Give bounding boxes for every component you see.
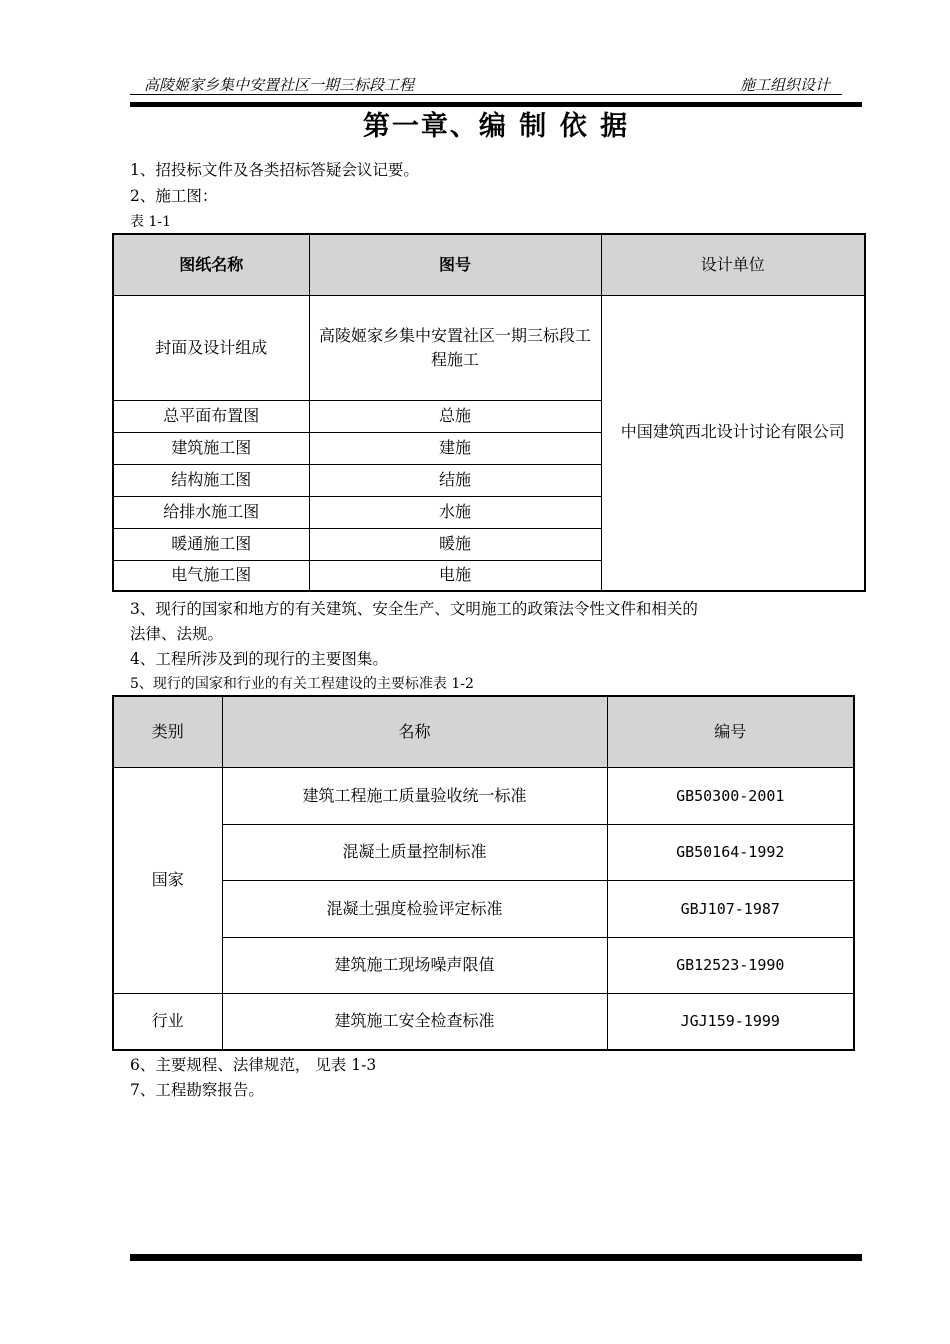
footer-rule (130, 1254, 862, 1261)
standards-table (112, 695, 855, 1051)
standard-name-cell: 混凝土质量控制标准 (222, 824, 607, 880)
table1-caption: 表 1-1 (130, 214, 171, 230)
table-header-row (113, 696, 854, 767)
standard-code-cell: GB50164-1992 (607, 824, 854, 880)
table-row (113, 993, 854, 1050)
drawing-name-cell: 封面及设计组成 (113, 295, 309, 400)
drawing-no-cell: 总施 (309, 400, 601, 432)
table-row (113, 295, 865, 400)
table-header-row (113, 234, 865, 295)
table-row (113, 767, 854, 824)
drawing-name-cell: 建筑施工图 (113, 432, 309, 464)
col-header-code: 编号 (607, 696, 854, 767)
paragraph-6: 6、主要规程、法律规范， 见表 1-3 (130, 1056, 377, 1074)
category-cell: 国家 (113, 767, 222, 993)
header-project-name: 高陵姬家乡集中安置社区一期三标段工程 (144, 76, 415, 94)
col-header-drawing-name: 图纸名称 (113, 234, 309, 295)
drawing-no-cell: 高陵姬家乡集中安置社区一期三标段工程施工 (309, 295, 601, 400)
drawing-no-cell: 水施 (309, 496, 601, 528)
drawing-no-cell: 暖施 (309, 528, 601, 560)
paragraph-2: 2、施工图： (130, 187, 218, 205)
col-header-category: 类别 (113, 696, 222, 767)
col-header-design-unit: 设计单位 (601, 234, 865, 295)
paragraph-4: 4、工程所涉及到的现行的主要图集。 (130, 650, 388, 668)
page-header (130, 72, 842, 95)
design-unit-cell: 中国建筑西北设计讨论有限公司 (601, 295, 865, 591)
drawings-table (112, 233, 866, 592)
drawing-name-cell: 电气施工图 (113, 560, 309, 591)
paragraph-7: 7、工程勘察报告。 (130, 1081, 264, 1099)
paragraph-3-line2: 法律、法规。 (130, 625, 224, 643)
chapter-title: 第一章、编 制 依 据 (362, 111, 630, 142)
standard-code-cell: GBJ107-1987 (607, 880, 854, 937)
table-row (113, 880, 854, 937)
paragraph-3-line1: 3、现行的国家和地方的有关建筑、安全生产、文明施工的政策法令性文件和相关的 (130, 600, 698, 618)
col-header-drawing-no: 图号 (309, 234, 601, 295)
table-row (113, 937, 854, 993)
table-row (113, 824, 854, 880)
drawing-name-cell: 总平面布置图 (113, 400, 309, 432)
standard-name-cell: 建筑施工现场噪声限值 (222, 937, 607, 993)
paragraph-1: 1、招投标文件及各类招标答疑会议记要。 (130, 161, 419, 179)
drawing-name-cell: 给排水施工图 (113, 496, 309, 528)
col-header-name: 名称 (222, 696, 607, 767)
standard-code-cell: GB50300-2001 (607, 767, 854, 824)
standard-name-cell: 混凝土强度检验评定标准 (222, 880, 607, 937)
standard-code-cell: JGJ159-1999 (607, 993, 854, 1050)
drawing-name-cell: 结构施工图 (113, 464, 309, 496)
drawing-no-cell: 电施 (309, 560, 601, 591)
drawing-name-cell: 暖通施工图 (113, 528, 309, 560)
drawing-no-cell: 建施 (309, 432, 601, 464)
header-doc-type: 施工组织设计 (739, 76, 830, 94)
standard-name-cell: 建筑施工安全检查标准 (222, 993, 607, 1050)
category-cell: 行业 (113, 993, 222, 1050)
drawing-no-cell: 结施 (309, 464, 601, 496)
standard-code-cell: GB12523-1990 (607, 937, 854, 993)
paragraph-5: 5、现行的国家和行业的有关工程建设的主要标准表 1-2 (130, 676, 474, 692)
standard-name-cell: 建筑工程施工质量验收统一标准 (222, 767, 607, 824)
